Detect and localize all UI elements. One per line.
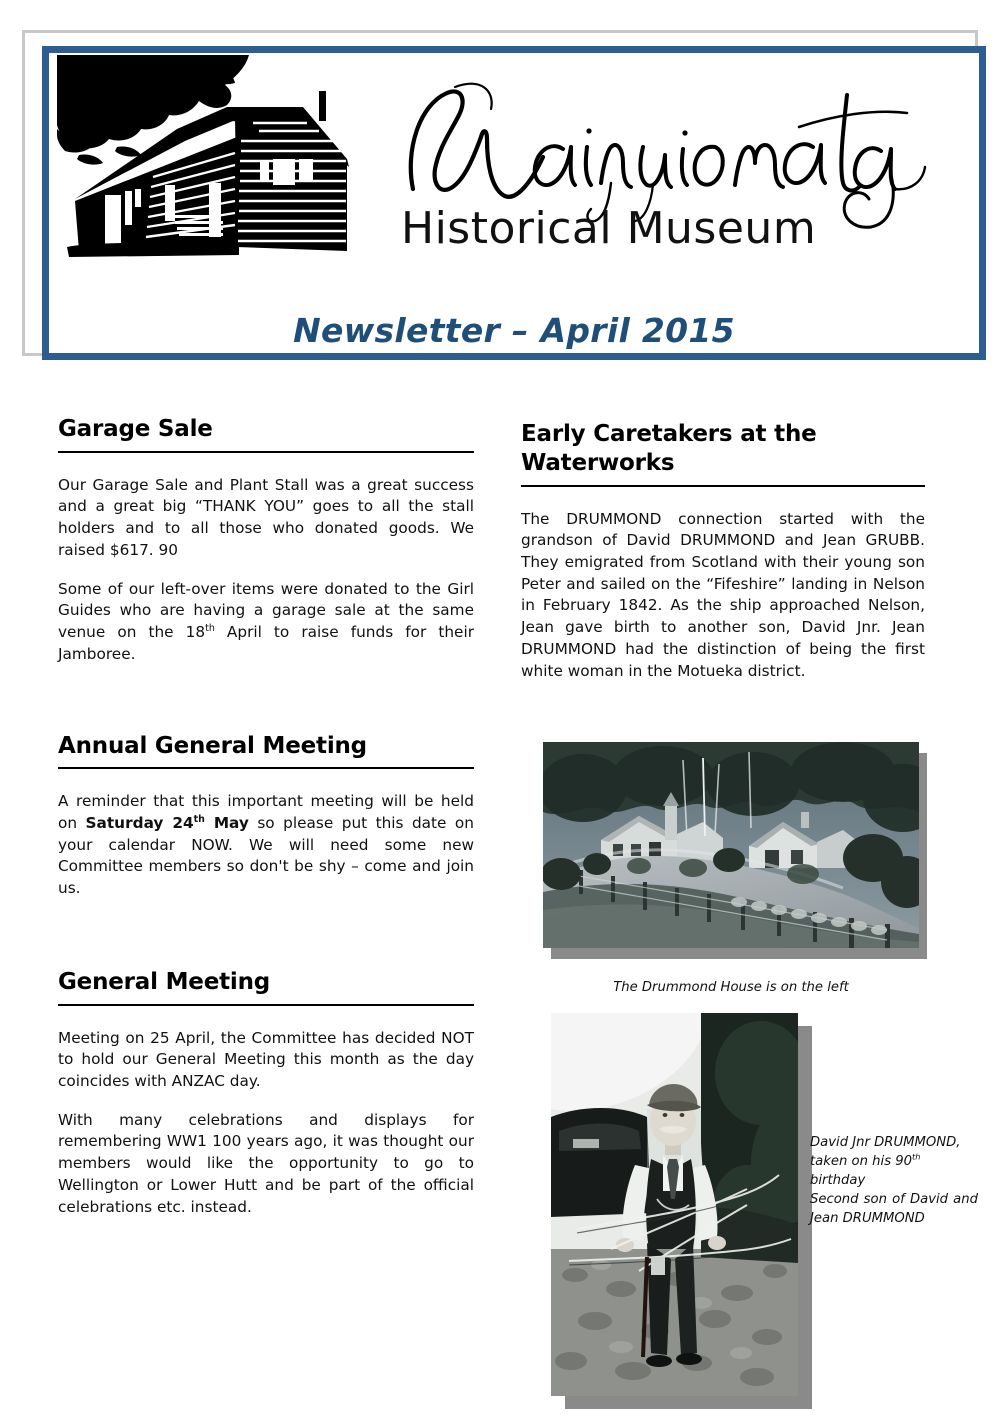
drummond-house-photo	[543, 742, 919, 948]
photo2-birthday-pre: taken on his 90	[810, 1154, 913, 1170]
section-garage-sale	[58, 415, 474, 666]
section-annual-general-meeting	[58, 732, 474, 900]
right-column	[521, 420, 925, 682]
garage-sale-paragraph-1: Our Garage Sale and Plant Stall was a great success and a great big “THANK YOU” goes to all the stall holders and to all those who donated goods. We raised $617. 90	[58, 475, 474, 559]
heading-early-caretakers: Early Caretakers at the Waterworks	[521, 421, 817, 476]
agm-date-b: May	[204, 813, 249, 832]
photo1-caption: The Drummond House is on the left	[613, 980, 849, 995]
banner-blue-frame	[42, 46, 986, 360]
section-general-meeting	[58, 968, 474, 1219]
agm-pre: A reminder that this important meeting will be held on	[58, 792, 474, 832]
photo2-birthday-post: birthday	[810, 1173, 866, 1189]
general-meeting-paragraph-2: With many celebrations and displays for remembering WW1 100 years ago, it was thought our members would like the opportunity to go to Wellington or Lower Hutt and be part of the official celebrations etc. instead.	[58, 1110, 474, 1216]
garage-sale-p2-sup: th	[205, 622, 215, 634]
garage-sale-p2-rest: April to raise funds for their Jamboree.	[58, 623, 474, 663]
agm-date-a: Saturday 24	[85, 813, 194, 832]
early-caretakers-body: The DRUMMOND connection started with the grandson of David DRUMMOND and Jean GRUBB. They emigrated from Scotland with their young son Peter and sailed on the “Fifeshire” landing in Nelson in February 1842. As the ship approached Nelson, Jean gave birth to another son, David Jnr. Jean DRUMMOND had the distinction of being the first white woman in the Motueka district.	[521, 509, 925, 680]
photo2-caption-line-2: Second son of David and Jean DRUMMOND	[810, 1192, 978, 1227]
museum-subtitle: Historical Museum	[401, 203, 817, 254]
newsletter-title: Newsletter – April 2015	[293, 311, 735, 350]
banner-content	[49, 53, 979, 353]
photo2-caption-birthday	[810, 1152, 978, 1190]
heading-garage-sale: Garage Sale	[58, 416, 213, 442]
left-column	[58, 415, 474, 1220]
heading-rule	[521, 485, 925, 487]
agm-paragraph	[58, 791, 474, 900]
david-jnr-drummond-photo	[551, 1013, 798, 1396]
heading-rule	[58, 767, 474, 769]
agm-date-bold	[86, 814, 249, 832]
garage-sale-paragraph-2	[58, 579, 474, 666]
garage-sale-p2-pre: Some of our left-over items were donated to the Girl Guides who are having a garage sale at the same venue on the 18	[58, 579, 474, 642]
museum-building-illustration	[57, 55, 397, 287]
photo2-caption-name: David Jnr DRUMMOND,	[810, 1135, 961, 1150]
agm-date-sup: th	[193, 813, 205, 825]
heading-rule	[58, 1004, 474, 1006]
photo2-birthday-sup: th	[912, 1151, 921, 1162]
general-meeting-paragraph-1: Meeting on 25 April, the Committee has decided NOT to hold our General Meeting this month as the day coincides with ANZAC day.	[58, 1028, 474, 1091]
heading-rule	[58, 451, 474, 453]
heading-general-meeting: General Meeting	[58, 968, 271, 995]
heading-annual-general-meeting: Annual General Meeting	[58, 732, 367, 759]
photo2-caption-line-1	[810, 1133, 978, 1190]
agm-post: so please put this date on your calendar NOW. We will need some new Committee members so don't be shy – come and join us.	[58, 813, 474, 898]
